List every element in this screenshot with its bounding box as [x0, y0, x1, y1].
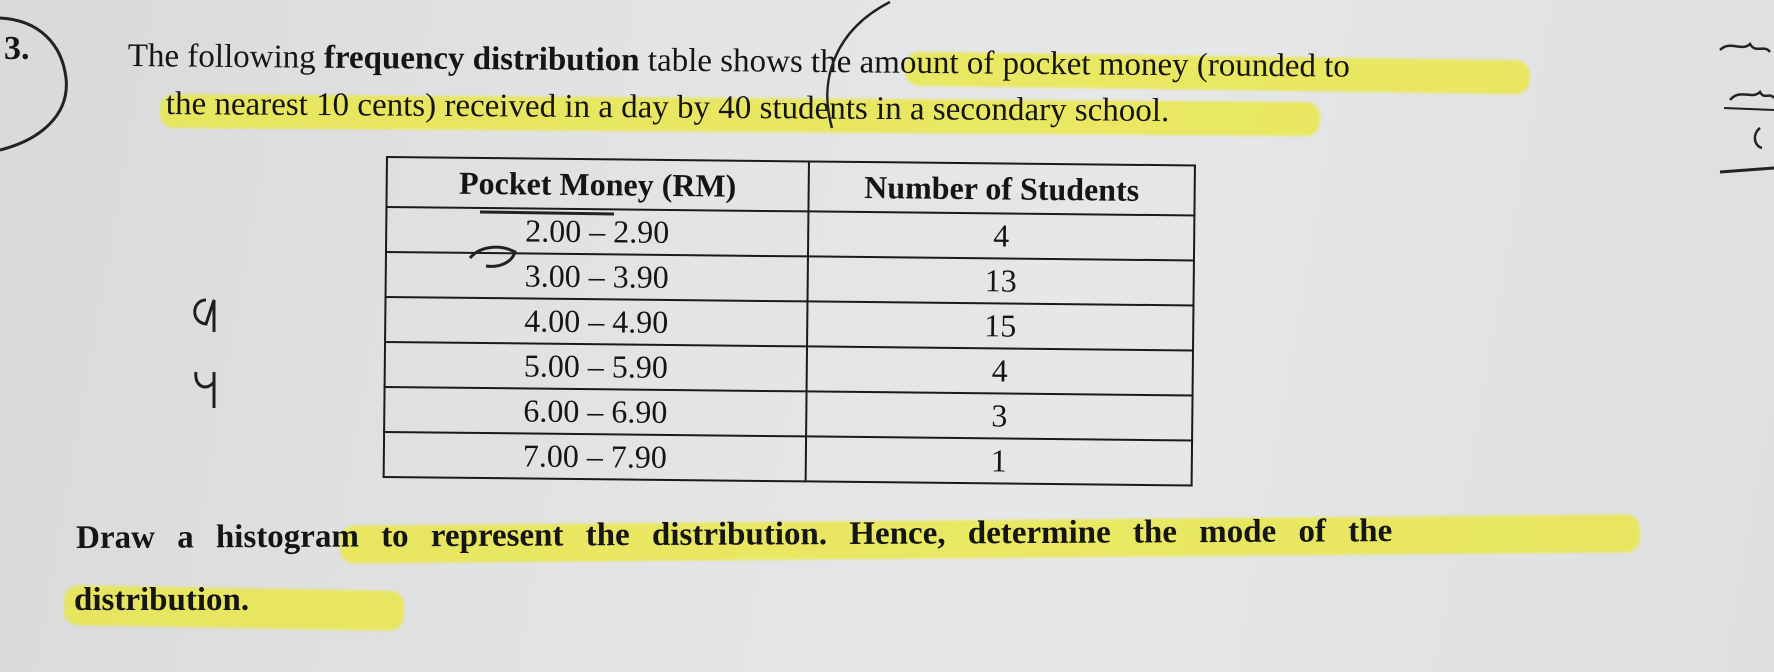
cell-range: 5.00 – 5.90	[385, 342, 807, 391]
question-line-2: the nearest 10 cents) received in a day by 40 students in a secondary school.	[165, 85, 1170, 130]
circle-mark	[0, 18, 66, 150]
cell-students: 4	[807, 346, 1193, 395]
question-keyword: frequency distribution	[323, 39, 640, 79]
underline-mark	[480, 212, 614, 214]
instruction-line-2: distribution.	[74, 582, 250, 618]
margin-scribble	[1755, 128, 1762, 148]
note-discrete: discrete	[227, 212, 408, 273]
margin-scribble	[1730, 92, 1774, 100]
header-pocket-money: Pocket Money (RM)	[386, 157, 809, 211]
cell-students: 13	[808, 256, 1194, 305]
margin-scribble	[1724, 108, 1774, 110]
question-line-1-end: table shows the amount of pocket money (rounded to	[639, 42, 1351, 85]
cell-range: 2.00 – 2.90	[386, 207, 808, 256]
loop-mark	[470, 247, 515, 266]
cell-range: 4.00 – 4.90	[385, 297, 807, 346]
tolerance-arrow-mark	[196, 372, 214, 408]
question-number: 3.	[4, 30, 30, 67]
gap-arrow-mark	[195, 300, 214, 332]
margin-scribble	[1720, 44, 1770, 52]
cell-students: 1	[806, 436, 1192, 485]
cell-range: 3.00 – 3.90	[386, 252, 808, 301]
cell-students: 3	[806, 391, 1192, 440]
note-gap: gap	[233, 285, 316, 340]
cell-students: 15	[807, 301, 1193, 350]
cell-range: 7.00 – 7.90	[384, 432, 806, 481]
instruction-line-1: Draw a histogram to represent the distribution. Hence, determine the mode of the	[76, 513, 1393, 556]
cell-range: 6.00 – 6.90	[384, 387, 806, 436]
note-tolerance: ±0.5	[220, 356, 320, 408]
header-number-of-students: Number of Students	[808, 161, 1195, 215]
question-line-1-start: The following	[127, 37, 325, 76]
pen-stroke-mark	[827, 2, 890, 128]
cell-students: 4	[808, 211, 1194, 260]
margin-scribble	[1720, 168, 1774, 172]
